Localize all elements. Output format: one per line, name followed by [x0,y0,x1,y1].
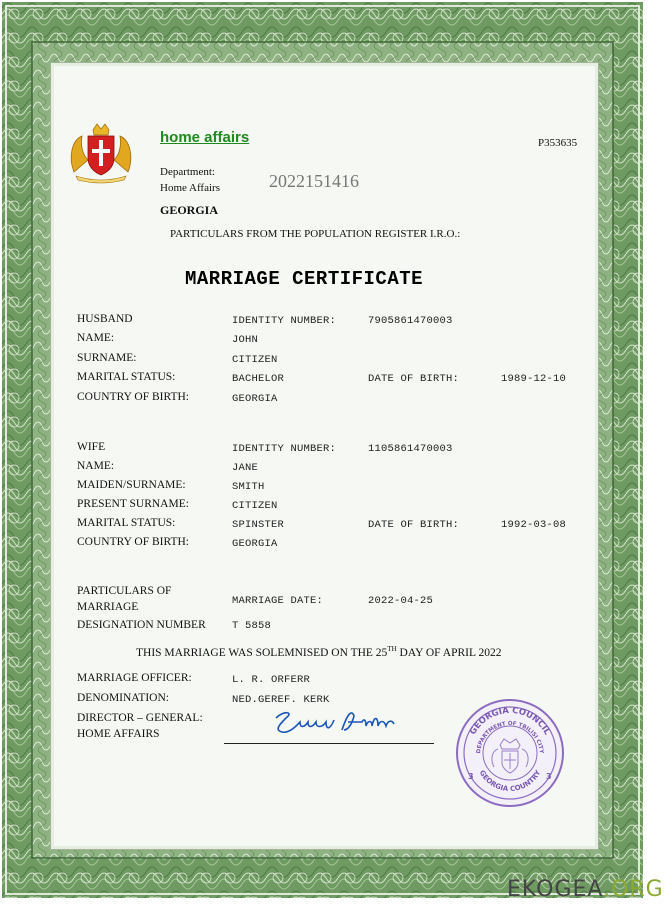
particulars-label-line1: PARTICULARS OF [77,585,172,597]
director-signature [270,706,400,745]
husband-cob-label: COUNTRY OF BIRTH: [77,391,189,403]
wife-present-surname-value: CITIZEN [232,500,278,512]
husband-name-label: NAME: [77,332,115,344]
wife-present-surname-label: PRESENT SURNAME: [77,498,189,510]
signature-line [224,743,434,744]
register-subheading: PARTICULARS FROM THE POPULATION REGISTER I.R.O.: [170,228,461,240]
country-heading: GEORGIA [160,203,219,217]
stamp-bottom-text: GEORGIA COUNTRY [477,768,543,794]
coat-of-arms-emblem [66,122,136,189]
particulars-label-line2: MARRIAGE [77,601,139,613]
wife-name-value: JANE [232,462,259,474]
husband-id-value: 7905861470003 [368,315,453,327]
wife-id-label: IDENTITY NUMBER: [232,443,337,455]
wife-cob-value: GEORGIA [232,538,278,550]
solemnised-ordinal: TH [387,645,397,653]
official-stamp [454,697,566,814]
wife-cob-label: COUNTRY OF BIRTH: [77,536,189,548]
wife-dob-label: DATE OF BIRTH: [368,519,460,531]
serial-number: 2022151416 [269,171,359,191]
wife-id-value: 1105861470003 [368,443,453,455]
stamp-left-number: 3 [468,772,474,781]
watermark-tail: .ORG [603,877,664,902]
marriage-date-value: 2022-04-25 [368,595,434,607]
department-value: Home Affairs [160,182,220,194]
husband-status-label: MARITAL STATUS: [77,371,176,383]
brand-title: home affairs [160,129,250,146]
marriage-date-label: MARRIAGE DATE: [232,595,324,607]
husband-cob-value: GEORGIA [232,393,278,405]
wife-maiden-label: MAIDEN/SURNAME: [77,479,186,491]
watermark-main: EKOGEA [507,877,604,902]
solemnised-suffix: DAY OF APRIL 2022 [396,646,502,659]
stamp-top-text: GEORGIA COUNCIL [468,705,552,737]
denomination-label: DENOMINATION: [77,692,169,704]
document-title: MARRIAGE CERTIFICATE [185,268,424,290]
solemnised-statement [136,645,501,659]
stamp-right-number: 3 [546,772,552,781]
husband-dob-value: 1989-12-10 [501,373,567,385]
wife-name-label: NAME: [77,460,115,472]
husband-dob-label: DATE OF BIRTH: [368,373,460,385]
designation-value: T 5858 [232,620,272,632]
husband-surname-value: CITIZEN [232,354,278,366]
site-watermark [507,877,664,902]
husband-id-label: IDENTITY NUMBER: [232,315,337,327]
wife-label: WIFE [77,441,106,453]
officer-label: MARRIAGE OFFICER: [77,672,192,684]
husband-label: HUSBAND [77,313,133,325]
officer-value: L. R. ORFERR [232,674,311,686]
wife-status-label: MARITAL STATUS: [77,517,176,529]
denomination-value: NED.GEREF. KERK [232,694,330,706]
husband-name-value: JOHN [232,334,259,346]
wife-status-value: SPINSTER [232,519,285,531]
director-label-line2: HOME AFFAIRS [77,728,160,740]
director-label-line1: DIRECTOR – GENERAL: [77,712,203,724]
wife-maiden-value: SMITH [232,481,265,493]
husband-surname-label: SURNAME: [77,352,137,364]
solemnised-prefix: THIS MARRIAGE WAS SOLEMNISED ON THE 25 [136,646,388,659]
designation-label: DESIGNATION NUMBER [77,619,206,631]
certificate-number: P353635 [538,137,578,149]
stamp-mid-text: DEPARTMENT OF TBILISI CITY [475,720,545,754]
husband-status-value: BACHELOR [232,373,285,385]
wife-dob-value: 1992-03-08 [501,519,567,531]
department-label: Department: [160,166,215,178]
